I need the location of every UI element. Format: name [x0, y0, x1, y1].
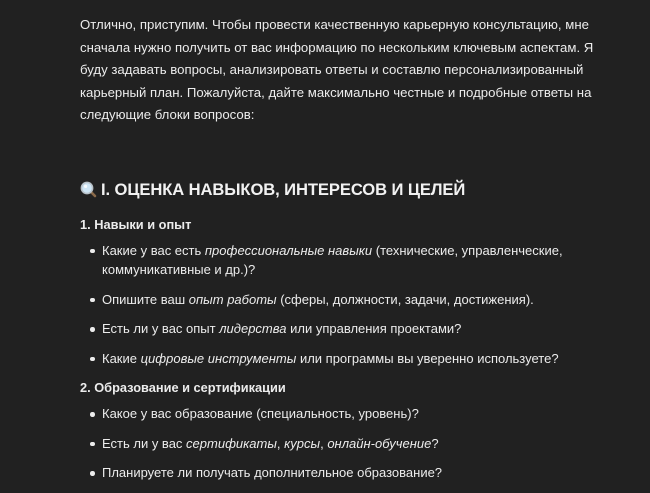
magnifier-icon — [80, 181, 97, 198]
section-title — [80, 179, 620, 201]
list-item: Какие цифровые инструменты или программы вы уверенно используете? — [80, 349, 620, 369]
block-heading-skills: 1. Навыки и опыт — [80, 216, 192, 232]
question-list-education — [80, 404, 620, 483]
list-item: Какое у вас образование (специальность, уровень)? — [80, 404, 620, 424]
question-list-skills — [80, 241, 620, 369]
block-heading-education: 2. Образование и сертификации — [80, 380, 286, 395]
list-item: Опишите ваш опыт работы (сферы, должности, задачи, достижения). — [80, 290, 620, 310]
section-title-text: I. ОЦЕНКА НАВЫКОВ, ИНТЕРЕСОВ И ЦЕЛЕЙ — [101, 179, 466, 199]
list-item: Планируете ли получать дополнительное образование? — [80, 463, 620, 483]
list-item: Есть ли у вас сертификаты, курсы, онлайн-обучение? — [80, 434, 620, 454]
intro-paragraph: Отлично, приступим. Чтобы провести качественную карьерную консультацию, мне сначала нужно получить от вас информацию по нескольким ключевым аспектам. Я буду задавать вопросы, анализировать ответы и составлю персонализированный карьерный план. Пожалуйста, дайте максимально честные и подробные ответы на следующие блоки вопросов: — [80, 17, 594, 122]
list-item: Есть ли у вас опыт лидерства или управления проектами? — [80, 319, 620, 339]
assistant-message — [80, 14, 620, 493]
list-item: Какие у вас есть профессиональные навыки (технические, управленческие, коммуникативные и др.)? — [80, 241, 620, 280]
